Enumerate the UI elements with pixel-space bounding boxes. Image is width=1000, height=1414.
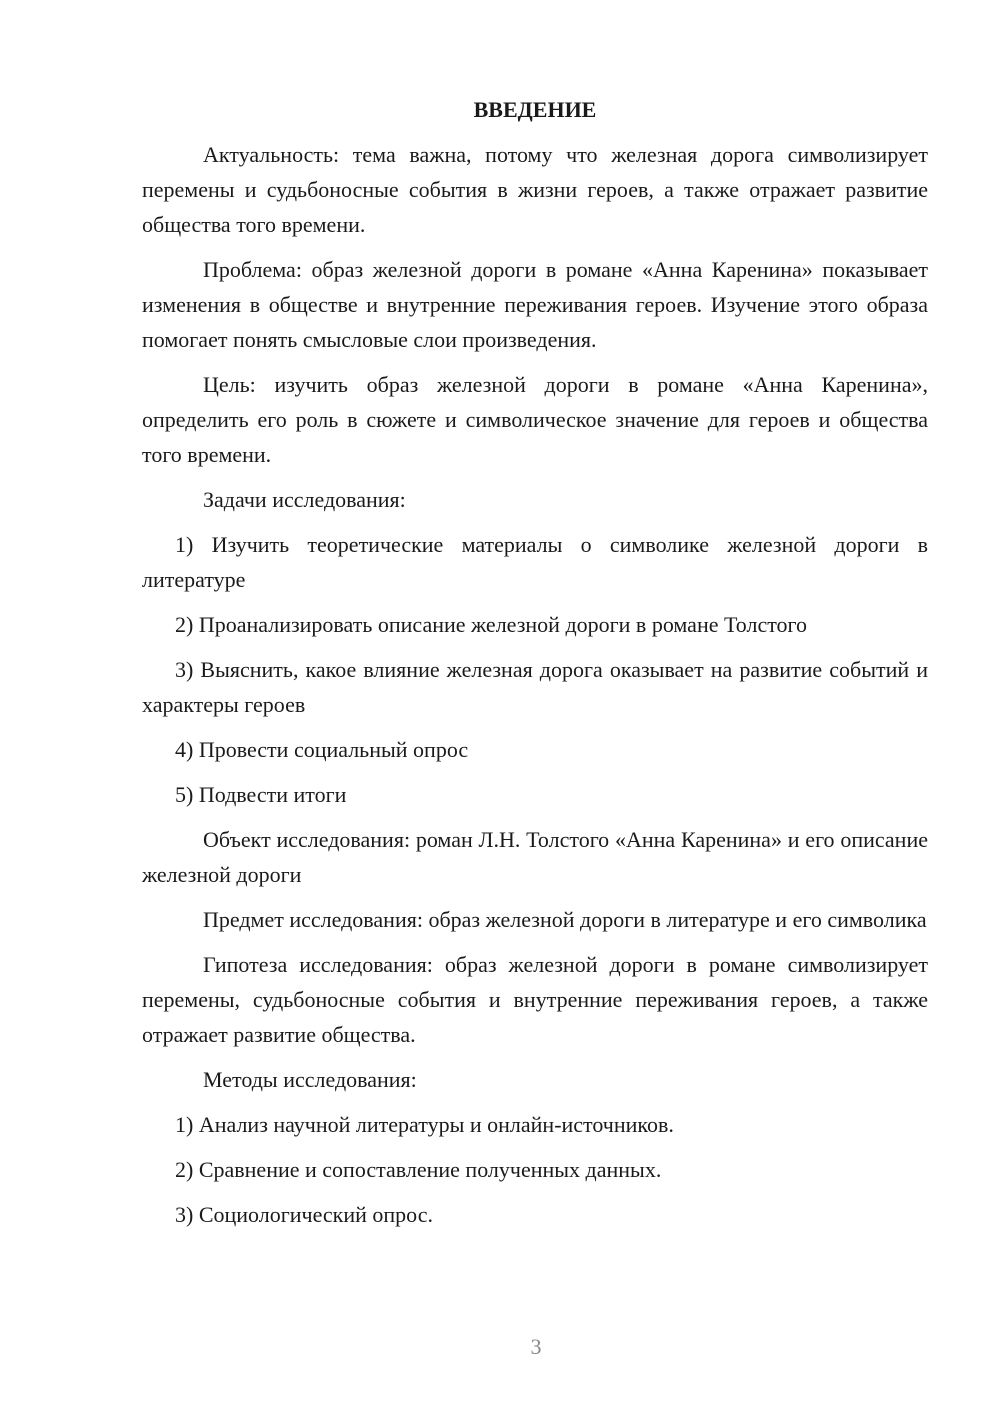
task-item-3: 3) Выяснить, какое влияние железная дорога оказывает на развитие событий и характеры героев [142,657,928,717]
method-item-1: 1) Анализ научной литературы и онлайн-источников. [175,1112,674,1137]
page-content [142,92,928,1242]
relevance-paragraph: Актуальность: тема важна, потому что железная дорога символизирует перемены и судьбоносные события в жизни героев, а также отражает развитие общества того времени. [142,142,928,237]
object-paragraph: Объект исследования: роман Л.Н. Толстого «Анна Каренина» и его описание железной дороги [142,827,928,887]
method-item-3: 3) Социологический опрос. [175,1202,433,1227]
problem-paragraph: Проблема: образ железной дороги в романе «Анна Каренина» показывает изменения в обществе и внутренние переживания героев. Изучение этого образа помогает понять смысловые слои произведения. [142,257,928,352]
section-title: ВВЕДЕНИЕ [473,97,597,122]
goal-paragraph: Цель: изучить образ железной дороги в романе «Анна Каренина», определить его роль в сюжете и символическое значение для героев и общества того времени. [142,372,928,467]
page-number: 3 [530,1334,542,1359]
task-item-4: 4) Провести социальный опрос [175,737,469,762]
task-item-1: 1) Изучить теоретические материалы о символике железной дороги в литературе [142,532,928,592]
task-item-5: 5) Подвести итоги [175,782,347,807]
methods-heading: Методы исследования: [203,1067,417,1092]
task-item-2: 2) Проанализировать описание железной дороги в романе Толстого [175,612,808,637]
tasks-heading: Задачи исследования: [203,487,406,512]
hypothesis-paragraph: Гипотеза исследования: образ железной дороги в романе символизирует перемены, судьбоносные события и внутренние переживания героев, а также отражает развитие общества. [142,952,928,1047]
method-item-2: 2) Сравнение и сопоставление полученных данных. [175,1157,662,1182]
subject-paragraph: Предмет исследования: образ железной дороги в литературе и его символика [203,907,927,932]
